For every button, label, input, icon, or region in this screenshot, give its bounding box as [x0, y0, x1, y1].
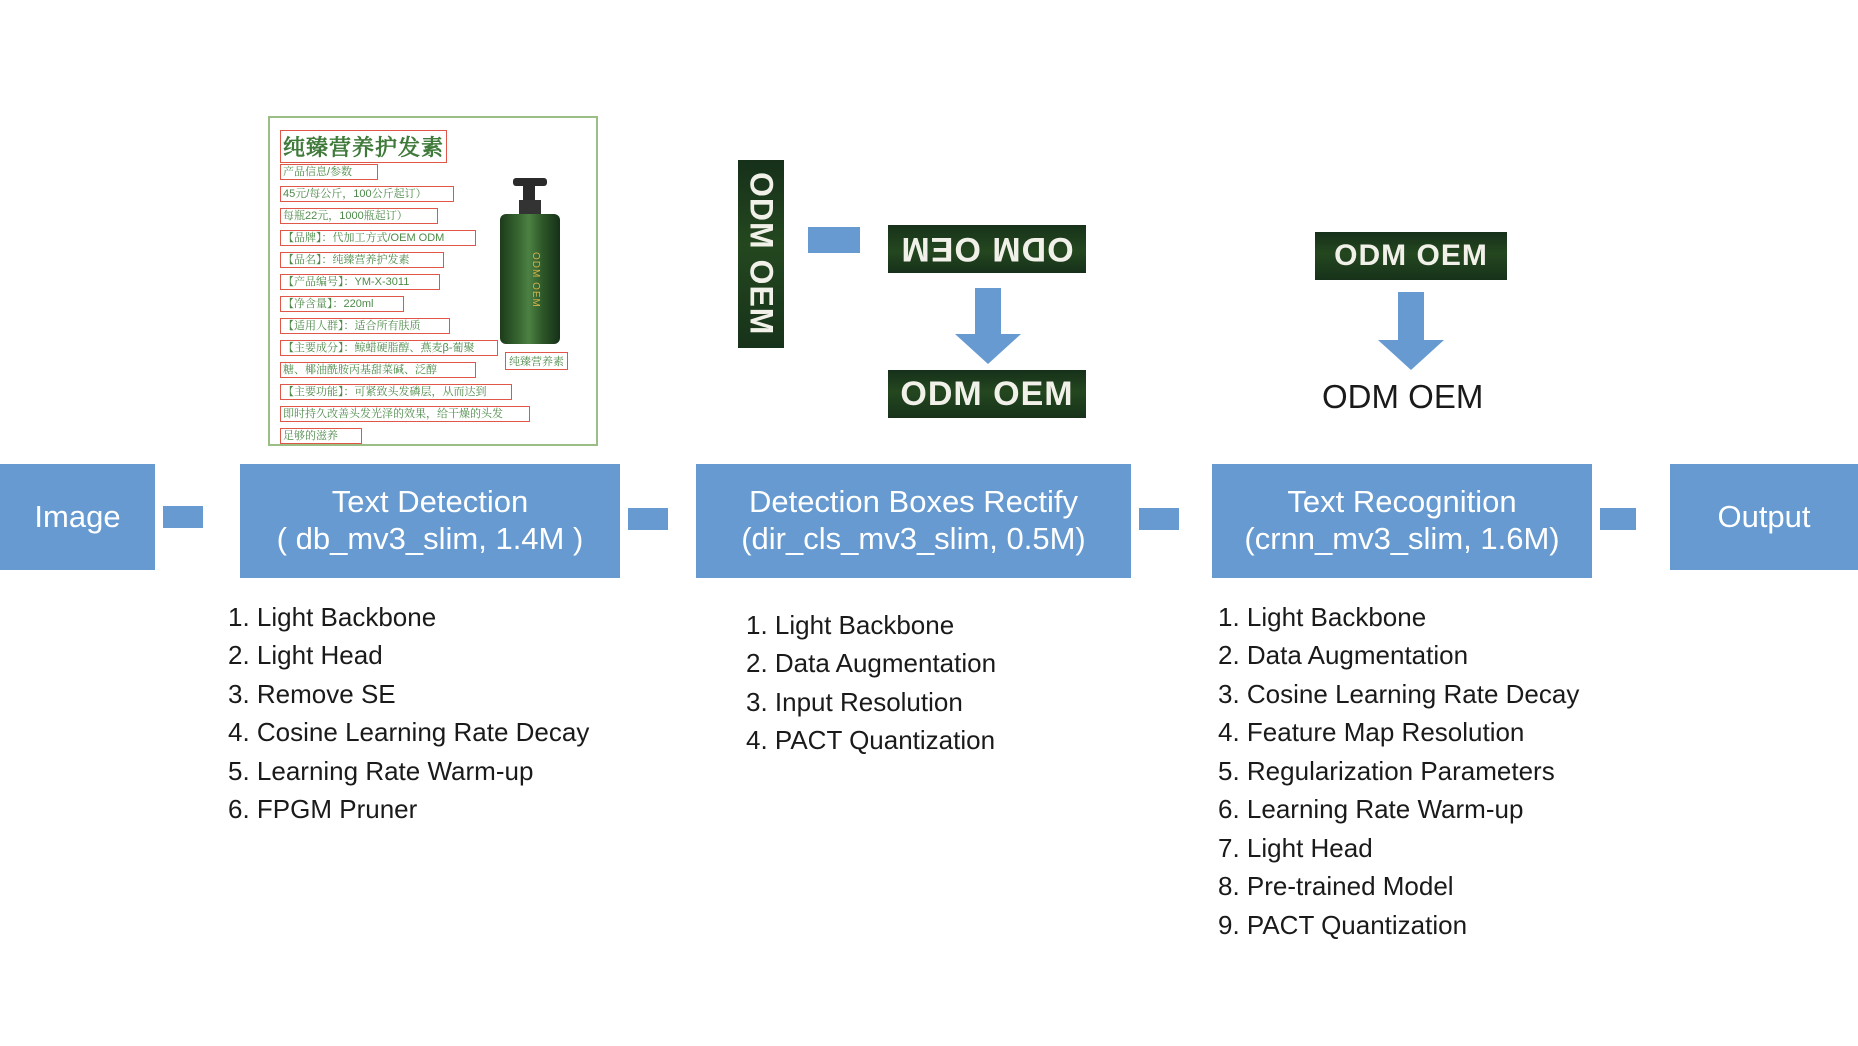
list-item: 5. Regularization Parameters — [1218, 755, 1555, 786]
detection-box: 每瓶22元，1000瓶起订） — [280, 208, 438, 224]
rectify-arrow-down — [955, 288, 1021, 364]
stage-detection-line1: Text Detection — [331, 484, 529, 520]
pipeline-output-label: Output — [1717, 498, 1811, 534]
bottle-tag-box: 纯臻营养素 — [505, 352, 568, 370]
recognition-feature-list — [1218, 598, 1579, 944]
list-item: 7. Light Head — [1218, 832, 1373, 863]
list-item: 3. Input Resolution — [746, 686, 963, 717]
bottle-label-text: ODM OEM — [530, 252, 541, 308]
list-item: 4. Cosine Learning Rate Decay — [228, 717, 590, 748]
list-item: 8. Pre-trained Model — [1218, 871, 1454, 902]
stage-recognition-line2: (crnn_mv3_slim, 1.6M) — [1244, 521, 1560, 556]
detection-box: 【主要成分】：鲸蜡硬脂醇、燕麦β-葡聚 — [280, 340, 498, 356]
detection-box: 足够的滋养 — [280, 428, 362, 444]
detection-box: 产品信息/参数 — [280, 164, 378, 180]
detection-sample-title: 纯臻营养护发素 — [280, 130, 447, 163]
pipeline-input-label: Image — [34, 498, 121, 534]
detection-feature-list — [228, 598, 589, 829]
list-item: 3. Remove SE — [228, 678, 396, 709]
detection-box: 【品牌】：代加工方式/OEM ODM — [280, 230, 476, 246]
stage-rectify-line2: (dir_cls_mv3_slim, 0.5M) — [741, 521, 1086, 556]
detection-box: 【产品编号】：YM-X-3011 — [280, 274, 440, 290]
pipeline-input-box — [0, 464, 155, 570]
detection-box: 【品名】：纯臻营养护发素 — [280, 252, 444, 268]
list-item: 1. Light Backbone — [746, 610, 955, 640]
arrow-rectify-to-recognition — [1139, 494, 1205, 544]
rectify-arrow-right — [808, 212, 892, 268]
stage-recognition-line1: Text Recognition — [1287, 484, 1517, 520]
list-item: 5. Learning Rate Warm-up — [228, 755, 534, 786]
list-item: 3. Cosine Learning Rate Decay — [1218, 678, 1580, 709]
rectify-output-chip: ODM OEM — [888, 370, 1086, 418]
pipeline-stage-boxes-rectify — [696, 464, 1131, 578]
list-item: 6. FPGM Pruner — [228, 794, 418, 825]
detection-box: 45元/每公斤，100公斤起订） — [280, 186, 454, 202]
stage-detection-line2: ( db_mv3_slim, 1.4M ) — [276, 521, 584, 556]
list-item: 2. Data Augmentation — [1218, 640, 1469, 671]
pipeline-stage-text-recognition — [1212, 464, 1592, 578]
list-item: 4. PACT Quantization — [746, 725, 996, 756]
pipeline-output-box — [1670, 464, 1858, 570]
arrow-detection-to-rectify — [628, 494, 694, 544]
list-item: 2. Data Augmentation — [746, 648, 997, 679]
rectify-flipped-chip: ODM OEM — [888, 225, 1086, 273]
list-item: 2. Light Head — [228, 640, 383, 671]
list-item: 1. Light Backbone — [228, 602, 437, 632]
detection-box: 【净含量】：220ml — [280, 296, 404, 312]
list-item: 6. Learning Rate Warm-up — [1218, 794, 1524, 825]
list-item: 1. Light Backbone — [1218, 602, 1427, 632]
recognition-input-chip: ODM OEM — [1315, 232, 1507, 280]
detection-box: 【适用人群】：适合所有肤质 — [280, 318, 450, 334]
rectify-input-chip: ODM OEM — [738, 160, 784, 348]
list-item: 9. PACT Quantization — [1218, 909, 1468, 940]
list-item: 4. Feature Map Resolution — [1218, 717, 1525, 748]
arrow-recognition-to-output — [1600, 494, 1662, 544]
pipeline-stage-text-detection — [240, 464, 620, 578]
detection-box: 【主要功能】：可紧致头发磷层，从而达到 — [280, 384, 512, 400]
rectify-feature-list — [746, 606, 996, 760]
arrow-input-to-detection — [163, 492, 229, 542]
detection-box: 即时持久改善头发光泽的效果，给干燥的头发 — [280, 406, 530, 422]
recognition-arrow-down — [1378, 292, 1444, 370]
recognition-output-text: ODM OEM — [1322, 378, 1484, 415]
detection-box: 糖、椰油酰胺丙基甜菜碱、泛醇 — [280, 362, 476, 378]
stage-rectify-line1: Detection Boxes Rectify — [748, 484, 1079, 520]
